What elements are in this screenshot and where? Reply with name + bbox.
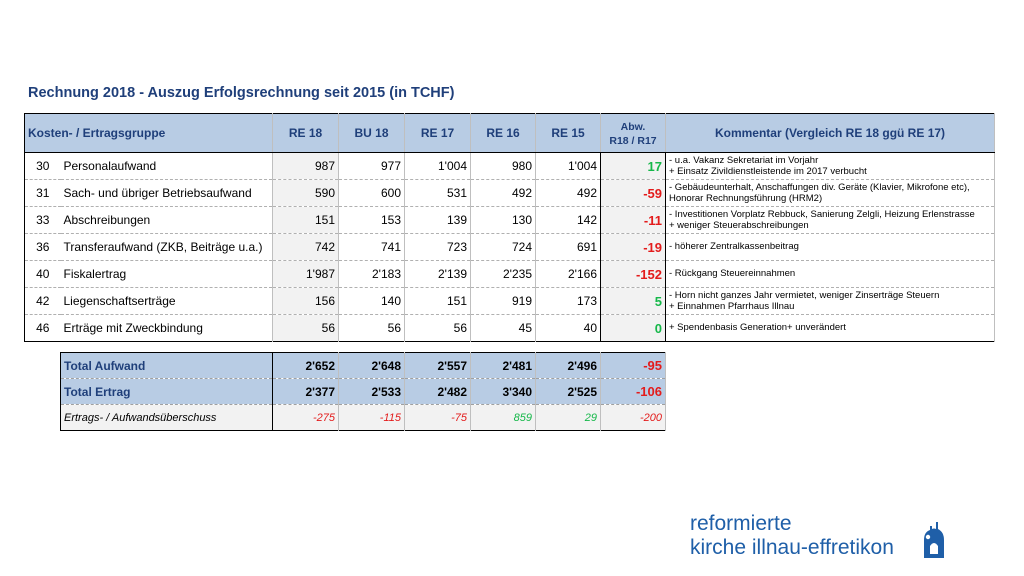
row-re16: 45 bbox=[471, 315, 536, 342]
header-re15: RE 15 bbox=[536, 114, 601, 153]
total-ertrag-re18: 2'377 bbox=[273, 379, 339, 405]
comment-line2: + weniger Steuerabschreibungen bbox=[669, 220, 809, 231]
header-abw: Abw. R18 / R17 bbox=[601, 114, 666, 153]
row-bu18: 741 bbox=[339, 234, 405, 261]
header-group: Kosten- / Ertragsgruppe bbox=[25, 114, 273, 153]
total-aufwand-re15: 2'496 bbox=[536, 353, 601, 379]
ueberschuss-re15: 29 bbox=[536, 405, 601, 431]
row-code: 31 bbox=[25, 180, 61, 207]
total-aufwand-abw: -95 bbox=[601, 353, 666, 379]
row-re16: 130 bbox=[471, 207, 536, 234]
row-name: Abschreibungen bbox=[61, 207, 273, 234]
income-statement-table bbox=[24, 113, 995, 342]
row-re15: 492 bbox=[536, 180, 601, 207]
total-ertrag-re15: 2'525 bbox=[536, 379, 601, 405]
header-re17: RE 17 bbox=[405, 114, 471, 153]
total-ertrag-bu18: 2'533 bbox=[339, 379, 405, 405]
header-bu18: BU 18 bbox=[339, 114, 405, 153]
comment-line2: + Einsatz Zivildienstleistende im 2017 verbucht bbox=[669, 166, 867, 177]
row-abw: -19 bbox=[601, 234, 666, 261]
row-comment bbox=[666, 261, 995, 288]
row-re17: 151 bbox=[405, 288, 471, 315]
row-code: 46 bbox=[25, 315, 61, 342]
comment-line1: - Horn nicht ganzes Jahr vermietet, weniger Zinserträge Steuern bbox=[669, 289, 940, 301]
comment-line2: Honorar Rechnungsführung (HRM2) bbox=[669, 193, 823, 204]
row-re16: 919 bbox=[471, 288, 536, 315]
row-re15: 173 bbox=[536, 288, 601, 315]
church-logo-icon bbox=[918, 520, 950, 560]
row-re17: 1'004 bbox=[405, 153, 471, 180]
row-bu18: 977 bbox=[339, 153, 405, 180]
row-name: Erträge mit Zweckbindung bbox=[61, 315, 273, 342]
row-re15: 2'166 bbox=[536, 261, 601, 288]
row-code: 42 bbox=[25, 288, 61, 315]
row-abw: -152 bbox=[601, 261, 666, 288]
brand-logo-text bbox=[690, 512, 894, 560]
ueberschuss-re17: -75 bbox=[405, 405, 471, 431]
comment-line1: + Spendenbasis Generation+ unverändert bbox=[669, 322, 846, 334]
row-comment bbox=[666, 234, 995, 261]
ueberschuss-re18: -275 bbox=[273, 405, 339, 431]
logo-line2b: illnau-effretikon bbox=[751, 536, 894, 559]
logo-line1: reformierte bbox=[690, 512, 792, 535]
total-ertrag-abw: -106 bbox=[601, 379, 666, 405]
row-bu18: 600 bbox=[339, 180, 405, 207]
header-comment: Kommentar (Vergleich RE 18 ggü RE 17) bbox=[666, 114, 995, 153]
row-code: 36 bbox=[25, 234, 61, 261]
table-row bbox=[25, 261, 995, 288]
row-name: Liegenschaftserträge bbox=[61, 288, 273, 315]
ueberschuss-abw: -200 bbox=[601, 405, 666, 431]
total-aufwand-row bbox=[61, 353, 666, 379]
row-name: Personalaufwand bbox=[61, 153, 273, 180]
row-comment bbox=[666, 315, 995, 342]
row-re16: 2'235 bbox=[471, 261, 536, 288]
header-re18: RE 18 bbox=[273, 114, 339, 153]
row-abw: -11 bbox=[601, 207, 666, 234]
row-bu18: 140 bbox=[339, 288, 405, 315]
row-abw: 0 bbox=[601, 315, 666, 342]
table-row bbox=[25, 315, 995, 342]
row-re16: 724 bbox=[471, 234, 536, 261]
comment-line1: - u.a. Vakanz Sekretariat im Vorjahr bbox=[669, 154, 819, 166]
row-name: Fiskalertrag bbox=[61, 261, 273, 288]
total-ertrag-re17: 2'482 bbox=[405, 379, 471, 405]
row-re18: 987 bbox=[273, 153, 339, 180]
ueberschuss-bu18: -115 bbox=[339, 405, 405, 431]
row-comment bbox=[666, 288, 995, 315]
row-bu18: 56 bbox=[339, 315, 405, 342]
table-header bbox=[25, 114, 995, 153]
total-aufwand-re18: 2'652 bbox=[273, 353, 339, 379]
row-code: 40 bbox=[25, 261, 61, 288]
row-re15: 1'004 bbox=[536, 153, 601, 180]
row-abw: 5 bbox=[601, 288, 666, 315]
row-bu18: 153 bbox=[339, 207, 405, 234]
row-abw: -59 bbox=[601, 180, 666, 207]
logo-line2a: kirche bbox=[690, 536, 747, 559]
row-re17: 723 bbox=[405, 234, 471, 261]
row-comment bbox=[666, 153, 995, 180]
table-row bbox=[25, 180, 995, 207]
total-aufwand-re16: 2'481 bbox=[471, 353, 536, 379]
row-abw: 17 bbox=[601, 153, 666, 180]
comment-line1: - Rückgang Steuereinnahmen bbox=[669, 268, 796, 280]
header-re16: RE 16 bbox=[471, 114, 536, 153]
ueberschuss-label: Ertrags- / Aufwandsüberschuss bbox=[61, 405, 273, 431]
row-re15: 40 bbox=[536, 315, 601, 342]
comment-line1: - Investitionen Vorplatz Rebbuck, Sanierung Zelgli, Heizung Erlenstrasse bbox=[669, 208, 975, 220]
comment-line2: + Einnahmen Pfarrhaus Illnau bbox=[669, 301, 795, 312]
row-re18: 1'987 bbox=[273, 261, 339, 288]
page-title: Rechnung 2018 - Auszug Erfolgsrechnung seit 2015 (in TCHF) bbox=[28, 85, 455, 101]
total-aufwand-bu18: 2'648 bbox=[339, 353, 405, 379]
row-re17: 2'139 bbox=[405, 261, 471, 288]
row-re18: 742 bbox=[273, 234, 339, 261]
table-row bbox=[25, 234, 995, 261]
total-aufwand-label: Total Aufwand bbox=[61, 353, 273, 379]
row-re18: 56 bbox=[273, 315, 339, 342]
row-re16: 492 bbox=[471, 180, 536, 207]
total-ertrag-re16: 3'340 bbox=[471, 379, 536, 405]
row-bu18: 2'183 bbox=[339, 261, 405, 288]
row-name: Transferaufwand (ZKB, Beiträge u.a.) bbox=[61, 234, 273, 261]
total-ertrag-row bbox=[61, 379, 666, 405]
total-ertrag-label: Total Ertrag bbox=[61, 379, 273, 405]
comment-line1: - höherer Zentralkassenbeitrag bbox=[669, 241, 799, 253]
total-aufwand-re17: 2'557 bbox=[405, 353, 471, 379]
table-row bbox=[25, 207, 995, 234]
row-re17: 139 bbox=[405, 207, 471, 234]
table-row bbox=[25, 288, 995, 315]
row-re15: 142 bbox=[536, 207, 601, 234]
row-re16: 980 bbox=[471, 153, 536, 180]
row-comment bbox=[666, 180, 995, 207]
table-row bbox=[25, 153, 995, 180]
row-re18: 151 bbox=[273, 207, 339, 234]
row-re17: 531 bbox=[405, 180, 471, 207]
row-comment bbox=[666, 207, 995, 234]
ueberschuss-row bbox=[61, 405, 666, 431]
row-re17: 56 bbox=[405, 315, 471, 342]
ueberschuss-re16: 859 bbox=[471, 405, 536, 431]
totals-table bbox=[60, 352, 666, 431]
comment-line1: - Gebäudeunterhalt, Anschaffungen div. Geräte (Klavier, Mikrofone etc), bbox=[669, 181, 970, 193]
row-re15: 691 bbox=[536, 234, 601, 261]
row-code: 30 bbox=[25, 153, 61, 180]
row-re18: 156 bbox=[273, 288, 339, 315]
row-name: Sach- und übriger Betriebsaufwand bbox=[61, 180, 273, 207]
row-re18: 590 bbox=[273, 180, 339, 207]
row-code: 33 bbox=[25, 207, 61, 234]
